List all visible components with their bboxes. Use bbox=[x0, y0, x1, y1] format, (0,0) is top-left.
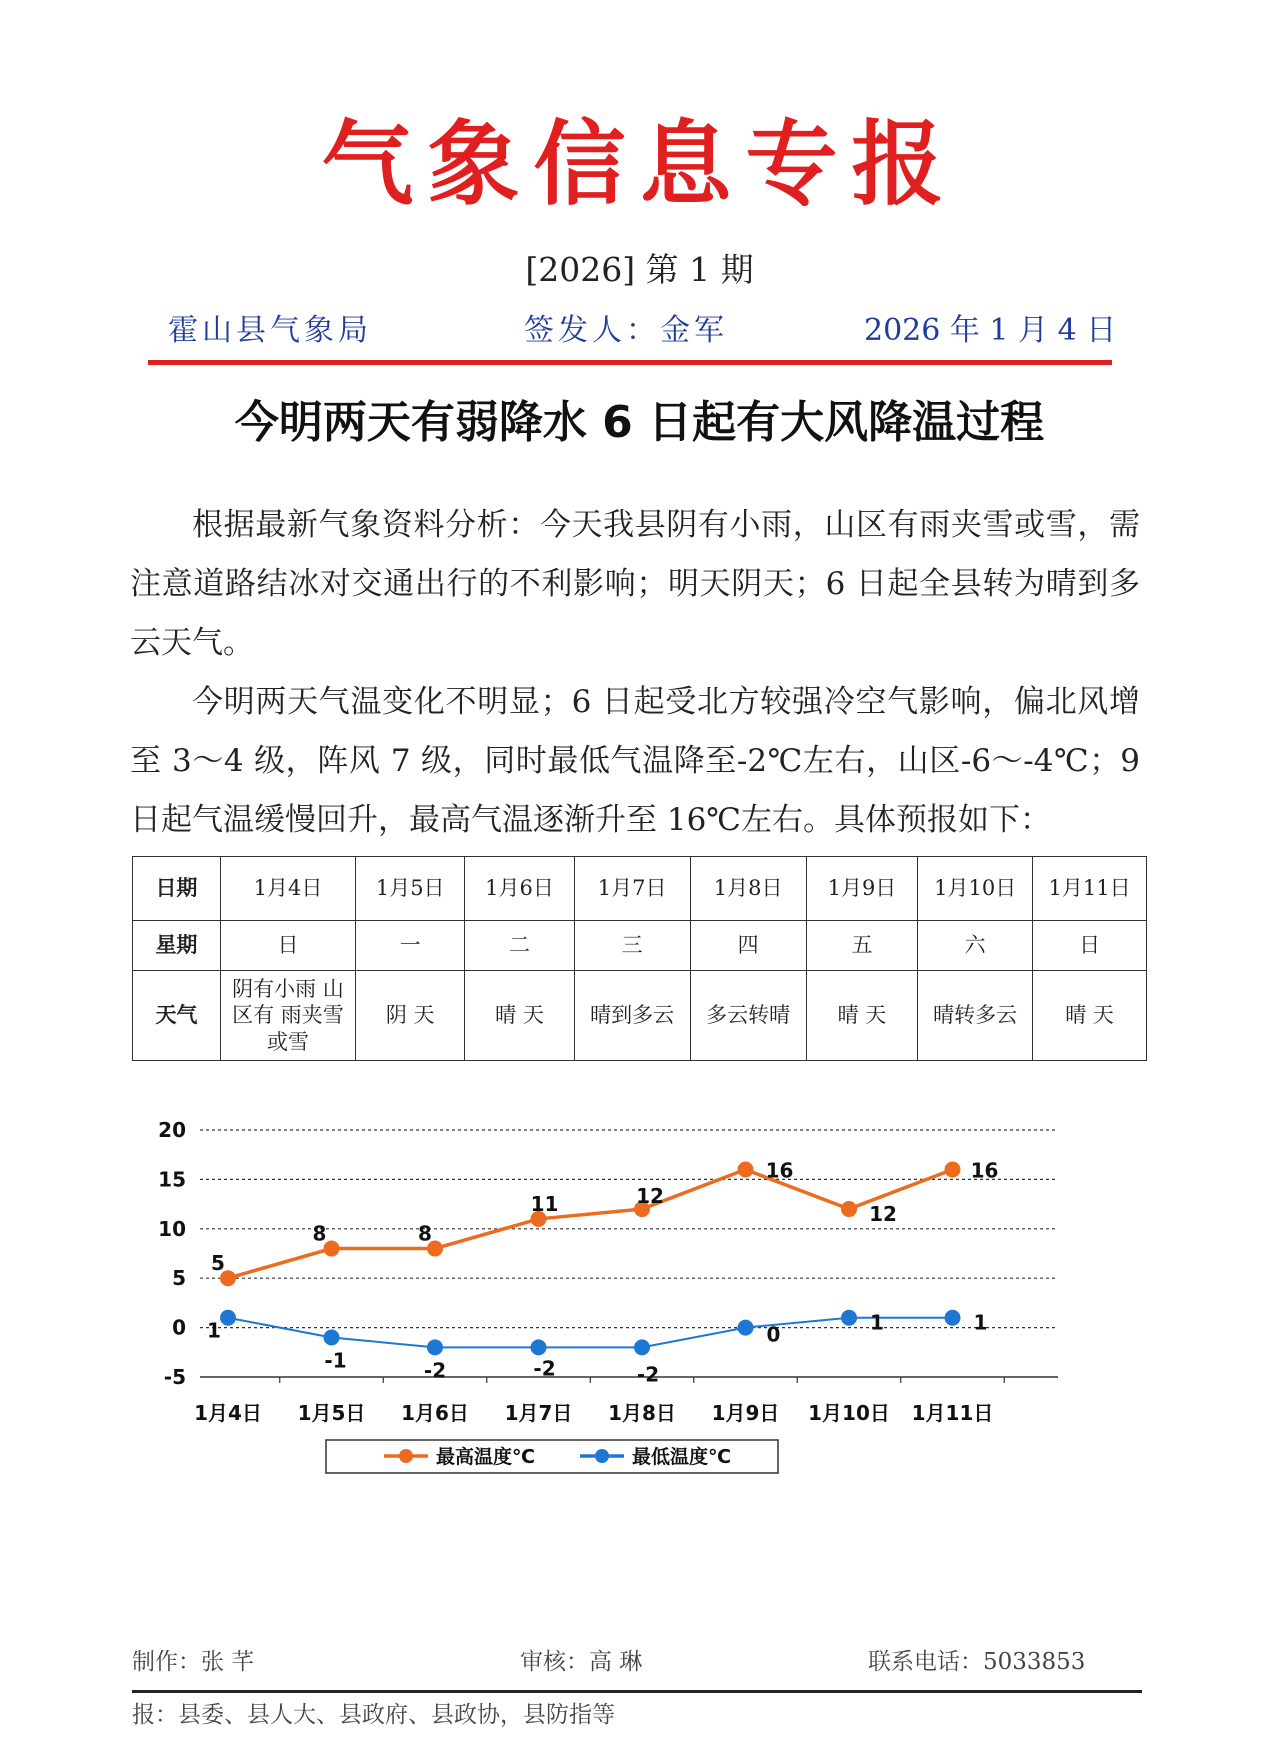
footer-distribution: 报：县委、县人大、县政府、县政协，县防指等 bbox=[132, 1702, 615, 1728]
y-tick-label: 5 bbox=[172, 1266, 186, 1291]
temperature-chart bbox=[140, 1110, 1140, 1570]
row-label-weekday: 星期 bbox=[133, 921, 221, 971]
footer-reviewer: 审核：高 琳 bbox=[520, 1649, 643, 1675]
footer-divider bbox=[132, 1690, 1142, 1693]
date-cell: 1月7日 bbox=[574, 857, 690, 921]
headline: 今明两天有弱降水 6 日起有大风降温过程 bbox=[234, 397, 1045, 448]
min-temp-point bbox=[220, 1310, 236, 1326]
date-cell: 1月8日 bbox=[690, 857, 806, 921]
date-cell: 1月5日 bbox=[356, 857, 465, 921]
weekday-cell: 二 bbox=[465, 921, 574, 971]
weekday-cell: 五 bbox=[806, 921, 918, 971]
footer-phone: 联系电话：5033853 bbox=[868, 1649, 1086, 1675]
x-tick-label: 1月9日 bbox=[711, 1401, 780, 1425]
data-label: 1 bbox=[973, 1310, 988, 1335]
min-temp-point bbox=[427, 1339, 443, 1355]
legend-label: 最高温度℃ bbox=[436, 1446, 536, 1468]
weekday-cell: 六 bbox=[918, 921, 1033, 971]
data-label: -1 bbox=[324, 1348, 347, 1373]
forecast-table bbox=[132, 856, 1147, 1061]
weather-cell: 晴到多云 bbox=[574, 971, 690, 1061]
max-temp-point bbox=[841, 1201, 857, 1217]
row-label-weather: 天气 bbox=[133, 971, 221, 1061]
weather-cell: 晴 天 bbox=[1033, 971, 1147, 1061]
max-temp-point bbox=[945, 1162, 961, 1178]
legend-marker bbox=[399, 1449, 413, 1463]
weekday-cell: 四 bbox=[690, 921, 806, 971]
weather-cell: 多云转晴 bbox=[690, 971, 806, 1061]
date-cell: 1月11日 bbox=[1033, 857, 1147, 921]
x-tick-label: 1月7日 bbox=[504, 1401, 573, 1425]
weather-cell: 晴 天 bbox=[806, 971, 918, 1061]
data-label: 12 bbox=[636, 1184, 664, 1209]
legend-marker bbox=[595, 1449, 609, 1463]
min-temp-point bbox=[531, 1339, 547, 1355]
y-tick-label: 0 bbox=[172, 1315, 186, 1340]
min-temp-point bbox=[738, 1320, 754, 1336]
date-cell: 1月10日 bbox=[918, 857, 1033, 921]
min-temp-point bbox=[841, 1310, 857, 1326]
weather-cell: 阴有小雨 山区有 雨夹雪或雪 bbox=[220, 971, 355, 1061]
body-text bbox=[130, 496, 1140, 850]
weekday-cell: 日 bbox=[220, 921, 355, 971]
data-label: 5 bbox=[211, 1251, 225, 1276]
weekday-row bbox=[133, 921, 1147, 971]
data-label: 8 bbox=[312, 1221, 327, 1246]
issuing-org: 霍山县气象局 bbox=[168, 313, 372, 348]
date-cell: 1月6日 bbox=[465, 857, 574, 921]
issue-number: [2026] 第 1 期 bbox=[525, 250, 754, 289]
min-temp-point bbox=[324, 1329, 340, 1345]
date-row bbox=[133, 857, 1147, 921]
signer: 签发人：金军 bbox=[524, 313, 728, 348]
data-label: 16 bbox=[765, 1158, 794, 1183]
data-label: 16 bbox=[970, 1158, 999, 1183]
x-tick-label: 1月10日 bbox=[808, 1401, 890, 1425]
min-temp-point bbox=[945, 1310, 961, 1326]
y-tick-label: -5 bbox=[163, 1365, 186, 1389]
x-tick-label: 1月5日 bbox=[297, 1401, 366, 1425]
x-tick-label: 1月11日 bbox=[911, 1401, 994, 1425]
x-tick-label: 1月8日 bbox=[608, 1401, 676, 1425]
min-temp-point bbox=[634, 1339, 650, 1355]
red-divider bbox=[148, 360, 1112, 365]
y-tick-label: 20 bbox=[158, 1118, 186, 1142]
weekday-cell: 一 bbox=[356, 921, 465, 971]
data-label: -2 bbox=[533, 1356, 556, 1381]
data-label: 1 bbox=[870, 1310, 884, 1335]
legend-label: 最低温度℃ bbox=[632, 1446, 732, 1468]
data-label: 8 bbox=[418, 1221, 432, 1246]
weather-row bbox=[133, 971, 1147, 1061]
data-label: 0 bbox=[766, 1322, 781, 1347]
y-tick-label: 10 bbox=[158, 1216, 186, 1241]
date-cell: 1月9日 bbox=[806, 857, 918, 921]
y-tick-label: 15 bbox=[158, 1167, 186, 1192]
data-label: -2 bbox=[636, 1362, 660, 1387]
masthead-title: 气象信息专报 bbox=[321, 110, 958, 218]
data-label: 11 bbox=[530, 1191, 559, 1216]
issue-date: 2026 年 1 月 4 日 bbox=[864, 313, 1117, 348]
row-label-date: 日期 bbox=[133, 857, 221, 921]
data-label: -2 bbox=[423, 1358, 447, 1383]
weather-cell: 阴 天 bbox=[356, 971, 465, 1061]
footer-maker: 制作：张 芊 bbox=[132, 1649, 255, 1675]
weekday-cell: 日 bbox=[1033, 921, 1147, 971]
paragraph: 今明两天气温变化不明显；6 日起受北方较强冷空气影响，偏北风增至 3～4 级，阵风 7 级，同时最低气温降至-2℃左右，山区-6～-4℃；9 日起气温缓慢回升，最高气温逐渐升至 16℃左右。具体预报如下： bbox=[130, 684, 1140, 838]
x-tick-label: 1月4日 bbox=[194, 1401, 262, 1425]
x-tick-label: 1月6日 bbox=[401, 1401, 469, 1425]
weather-cell: 晴转多云 bbox=[918, 971, 1033, 1061]
data-label: 12 bbox=[869, 1202, 897, 1227]
date-cell: 1月4日 bbox=[220, 857, 355, 921]
weather-cell: 晴 天 bbox=[465, 971, 574, 1061]
max-temp-point bbox=[738, 1162, 754, 1178]
weekday-cell: 三 bbox=[574, 921, 690, 971]
data-label: 1 bbox=[207, 1318, 221, 1343]
paragraph: 根据最新气象资料分析：今天我县阴有小雨，山区有雨夹雪或雪，需注意道路结冰对交通出行的不利影响；明天阴天；6 日起全县转为晴到多云天气。 bbox=[130, 507, 1140, 661]
max-temp-line bbox=[228, 1170, 953, 1279]
